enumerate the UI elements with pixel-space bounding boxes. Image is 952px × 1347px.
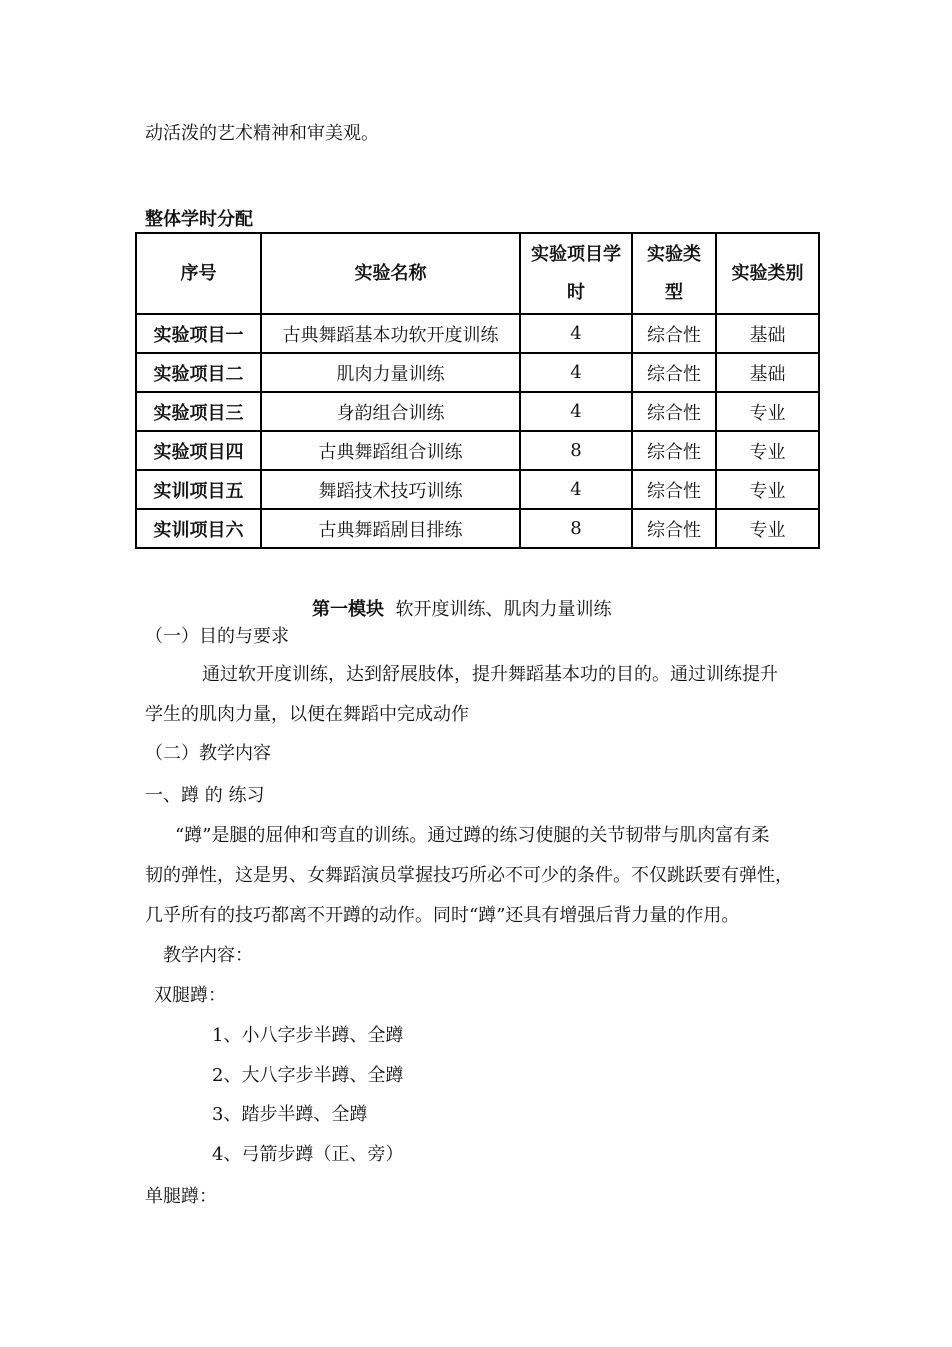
header-cell-hours: 实验项目学时 xyxy=(520,233,632,314)
squat-paragraph-line: “蹲”是腿的屈伸和弯直的训练。通过蹲的练习使腿的关节韧带与肌肉富有柔 xyxy=(175,825,770,846)
header-cell-type: 实验类型 xyxy=(632,233,716,314)
subsection-heading-squat: 一、蹲 的 练习 xyxy=(145,785,265,806)
row-hours: 8 xyxy=(520,431,632,470)
intro-tail-text: 动活泼的艺术精神和审美观。 xyxy=(145,123,379,144)
row-index: 实验项目三 xyxy=(136,392,261,431)
row-hours: 4 xyxy=(520,392,632,431)
module-label: 第一模块 xyxy=(312,599,384,620)
section-heading-content: （二）教学内容 xyxy=(145,743,271,764)
table-title: 整体学时分配 xyxy=(145,209,253,230)
list-item: 1、小八字步半蹲、全蹲 xyxy=(212,1025,404,1046)
row-hours: 4 xyxy=(520,470,632,509)
header-cell-index: 序号 xyxy=(136,233,261,314)
row-type: 综合性 xyxy=(632,509,716,548)
header-cell-name: 实验名称 xyxy=(261,233,520,314)
header-cell-category: 实验类别 xyxy=(716,233,819,314)
row-index: 实验项目四 xyxy=(136,431,261,470)
goals-paragraph-line: 通过软开度训练，达到舒展肢体，提升舞蹈基本功的目的。通过训练提升 xyxy=(202,664,778,685)
row-type: 综合性 xyxy=(632,392,716,431)
list-item: 2、大八字步半蹲、全蹲 xyxy=(212,1065,404,1086)
row-hours: 4 xyxy=(520,314,632,353)
row-type: 综合性 xyxy=(632,470,716,509)
row-hours: 4 xyxy=(520,353,632,392)
row-name: 舞蹈技术技巧训练 xyxy=(261,470,520,509)
squat-paragraph-line: 几乎所有的技巧都离不开蹲的动作。同时“蹲”还具有增强后背力量的作用。 xyxy=(145,905,740,926)
row-name: 古典舞蹈组合训练 xyxy=(261,431,520,470)
goals-paragraph-line: 学生的肌肉力量，以便在舞蹈中完成动作 xyxy=(145,704,469,725)
row-category: 基础 xyxy=(716,353,819,392)
row-category: 专业 xyxy=(716,470,819,509)
teaching-content-label: 教学内容： xyxy=(163,945,253,966)
module-heading xyxy=(312,598,611,622)
row-name: 肌肉力量训练 xyxy=(261,353,520,392)
row-index: 实验项目一 xyxy=(136,314,261,353)
row-index: 实验项目二 xyxy=(136,353,261,392)
row-hours: 8 xyxy=(520,509,632,548)
row-name: 身韵组合训练 xyxy=(261,392,520,431)
module-title: 软开度训练、肌肉力量训练 xyxy=(395,599,612,620)
list-item: 4、弓箭步蹲（正、旁） xyxy=(212,1144,404,1165)
row-category: 基础 xyxy=(716,314,819,353)
row-type: 综合性 xyxy=(632,431,716,470)
row-name: 古典舞蹈剧目排练 xyxy=(261,509,520,548)
table-row xyxy=(136,431,819,470)
single-leg-label: 单腿蹲： xyxy=(145,1186,217,1207)
table-row xyxy=(136,509,819,548)
row-category: 专业 xyxy=(716,392,819,431)
table-header-row xyxy=(136,233,819,314)
row-index: 实训项目六 xyxy=(136,509,261,548)
table-row xyxy=(136,353,819,392)
double-leg-label: 双腿蹲： xyxy=(154,985,226,1006)
row-type: 综合性 xyxy=(632,314,716,353)
row-type: 综合性 xyxy=(632,353,716,392)
table-row xyxy=(136,470,819,509)
table-row xyxy=(136,314,819,353)
list-item: 3、踏步半蹲、全蹲 xyxy=(212,1104,368,1125)
row-category: 专业 xyxy=(716,509,819,548)
squat-paragraph-line: 韧的弹性，这是男、女舞蹈演员掌握技巧所必不可少的条件。不仅跳跃要有弹性， xyxy=(145,865,793,886)
section-heading-goals: （一）目的与要求 xyxy=(145,626,289,647)
row-name: 古典舞蹈基本功软开度训练 xyxy=(261,314,520,353)
hours-table xyxy=(135,232,820,549)
row-index: 实训项目五 xyxy=(136,470,261,509)
row-category: 专业 xyxy=(716,431,819,470)
table-row xyxy=(136,392,819,431)
